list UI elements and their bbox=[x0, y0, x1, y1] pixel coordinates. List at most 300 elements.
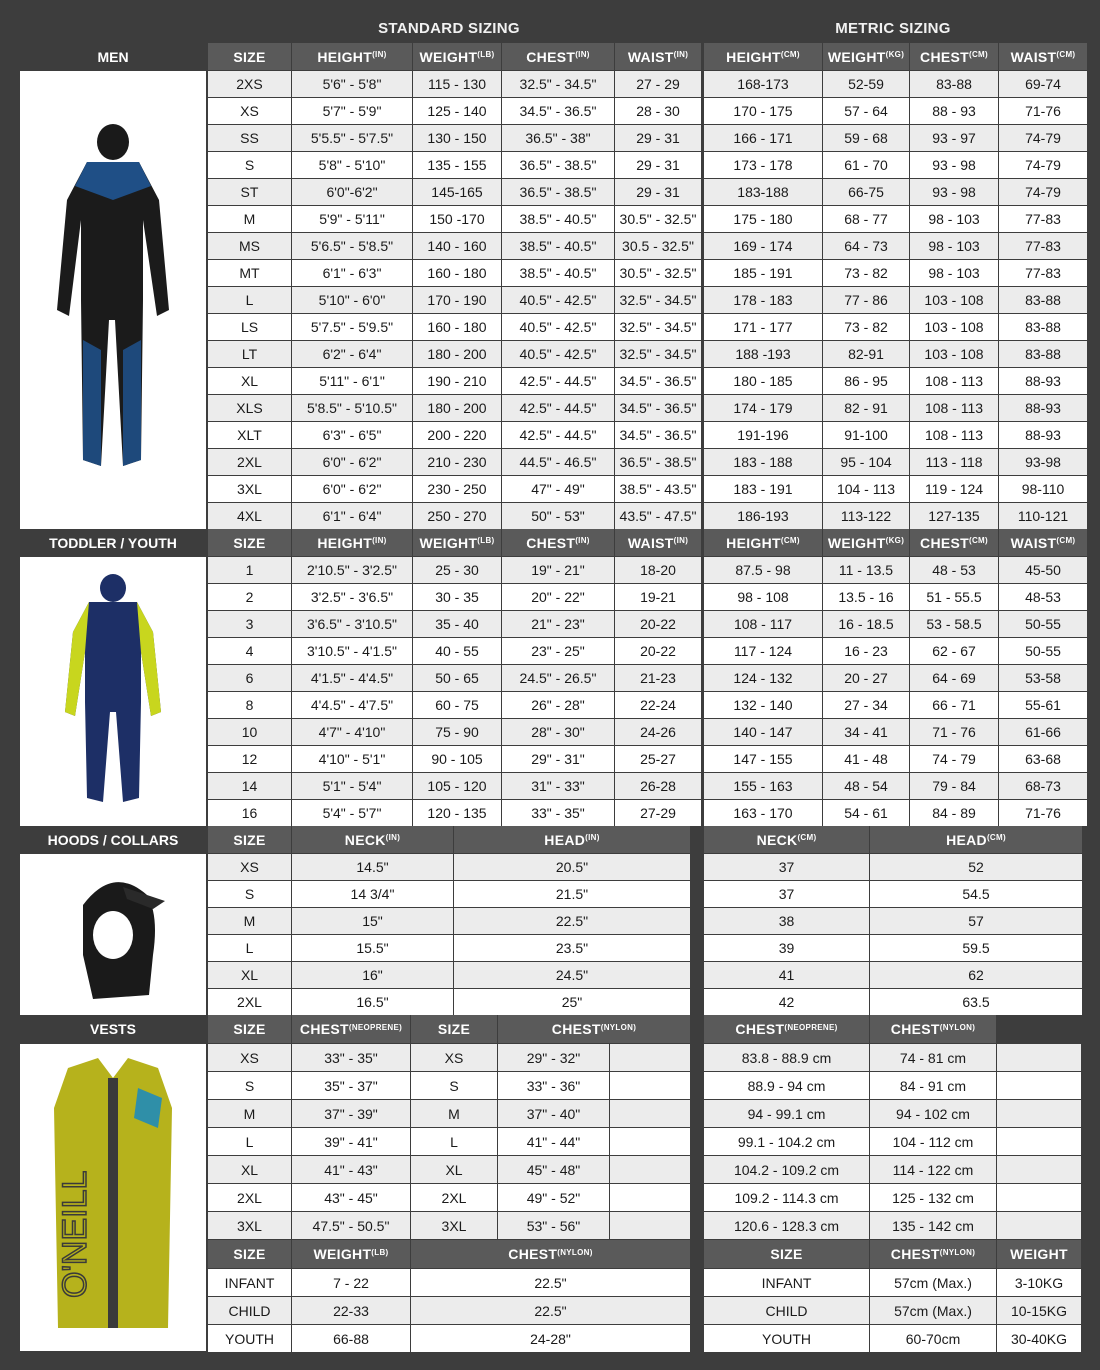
youth-row-8-met-2: 79 - 84 bbox=[910, 773, 998, 799]
men-row-16-std-1: 6'1" - 6'4" bbox=[292, 503, 412, 529]
men-row-5-met-3: 77-83 bbox=[999, 206, 1087, 232]
hoods-std-col-1 bbox=[292, 826, 453, 853]
men-row-9-std-4: 32.5" - 34.5" bbox=[615, 314, 701, 340]
vests-row-1-std-0: S bbox=[208, 1072, 291, 1099]
men-row-8-std-1: 5'10" - 6'0" bbox=[292, 287, 412, 313]
men-row-8-std-4: 32.5" - 34.5" bbox=[615, 287, 701, 313]
youth-row-0-met-2: 48 - 53 bbox=[910, 557, 998, 583]
men-row-15-std-3: 47" - 49" bbox=[502, 476, 614, 502]
men-row-4-met-3: 74-79 bbox=[999, 179, 1087, 205]
vests-row-6-std-3: 53" - 56" bbox=[498, 1212, 609, 1239]
men-row-2-std-0: SS bbox=[208, 125, 291, 151]
youth-row-3-met-2: 62 - 67 bbox=[910, 638, 998, 664]
youth-row-3-met-3: 50-55 bbox=[999, 638, 1087, 664]
youth-row-6-std-4: 24-26 bbox=[615, 719, 701, 745]
vests-sub-row-0-size: INFANT bbox=[208, 1269, 291, 1296]
men-row-9-std-2: 160 - 180 bbox=[413, 314, 501, 340]
youth-std-col-2-label: WEIGHT bbox=[419, 534, 478, 551]
men-row-10-std-4: 32.5" - 34.5" bbox=[615, 341, 701, 367]
youth-row-4-met-1: 20 - 27 bbox=[823, 665, 909, 691]
youth-row-5-std-3: 26" - 28" bbox=[502, 692, 614, 718]
men-std-col-1 bbox=[292, 43, 412, 70]
youth-std-col-4 bbox=[615, 529, 701, 556]
hoods-row-4-std-1: 16" bbox=[292, 962, 453, 988]
men-row-14-met-2: 113 - 118 bbox=[910, 449, 998, 475]
youth-row-6-std-3: 28" - 30" bbox=[502, 719, 614, 745]
youth-std-col-2-unit: (LB) bbox=[477, 536, 495, 545]
hoods-std-col-1-label: NECK bbox=[344, 831, 386, 848]
youth-std-col-4-unit: (IN) bbox=[673, 536, 689, 545]
youth-row-8-std-0: 14 bbox=[208, 773, 291, 799]
men-row-7-std-4: 30.5" - 32.5" bbox=[615, 260, 701, 286]
youth-met-col-1-unit: (KG) bbox=[885, 536, 905, 545]
youth-met-col-0-unit: (CM) bbox=[780, 536, 800, 545]
men-row-8-std-2: 170 - 190 bbox=[413, 287, 501, 313]
men-row-0-met-3: 69-74 bbox=[999, 71, 1087, 97]
vests-row-0-std-1: 33" - 35" bbox=[292, 1044, 410, 1071]
youth-row-5-met-0: 132 - 140 bbox=[704, 692, 822, 718]
vests-std-col-1-unit: (NEOPRENE) bbox=[348, 1022, 403, 1032]
vests-std-col-2 bbox=[411, 1015, 497, 1043]
men-row-2-met-0: 166 - 171 bbox=[704, 125, 822, 151]
vests-row-3-std-2: L bbox=[411, 1128, 497, 1155]
men-row-14-std-1: 6'0" - 6'2" bbox=[292, 449, 412, 475]
men-std-col-3-label: CHEST bbox=[526, 48, 576, 65]
youth-std-col-0-label: SIZE bbox=[233, 534, 266, 551]
hoods-row-4-std-2: 24.5" bbox=[454, 962, 690, 988]
vests-row-1-met-1: 84 - 91 cm bbox=[870, 1072, 996, 1099]
men-row-3-std-3: 36.5" - 38.5" bbox=[502, 152, 614, 178]
vests-product-image bbox=[20, 1044, 206, 1351]
vests-sub-row-1-met-chest: 57cm (Max.) bbox=[870, 1297, 996, 1324]
men-row-10-std-0: LT bbox=[208, 341, 291, 367]
vests-row-6-std-0: 3XL bbox=[208, 1212, 291, 1239]
youth-row-4-std-0: 6 bbox=[208, 665, 291, 691]
hoods-row-4-std-0: XL bbox=[208, 962, 291, 988]
youth-row-2-met-3: 50-55 bbox=[999, 611, 1087, 637]
vests-row-4-std-1: 41" - 43" bbox=[292, 1156, 410, 1183]
vests-sub-std-col-2-unit: (NYLON) bbox=[557, 1247, 593, 1257]
standard-sizing-header: STANDARD SIZING bbox=[208, 14, 690, 42]
men-row-13-met-3: 88-93 bbox=[999, 422, 1087, 448]
men-row-5-met-2: 98 - 103 bbox=[910, 206, 998, 232]
men-row-12-met-3: 88-93 bbox=[999, 395, 1087, 421]
vests-sub-std-col-2-label: CHEST bbox=[508, 1246, 558, 1262]
men-row-16-met-2: 127-135 bbox=[910, 503, 998, 529]
youth-row-1-met-2: 51 - 55.5 bbox=[910, 584, 998, 610]
hoods-row-1-std-2: 21.5" bbox=[454, 881, 690, 907]
youth-met-col-3-unit: (CM) bbox=[1056, 536, 1076, 545]
youth-row-8-met-0: 155 - 163 bbox=[704, 773, 822, 799]
men-row-4-std-2: 145-165 bbox=[413, 179, 501, 205]
metric-sizing-header: METRIC SIZING bbox=[704, 14, 1082, 42]
men-row-11-met-0: 180 - 185 bbox=[704, 368, 822, 394]
hoods-row-5-std-0: 2XL bbox=[208, 989, 291, 1015]
men-row-1-std-2: 125 - 140 bbox=[413, 98, 501, 124]
men-row-9-std-0: LS bbox=[208, 314, 291, 340]
men-row-7-std-2: 160 - 180 bbox=[413, 260, 501, 286]
youth-std-col-3 bbox=[502, 529, 614, 556]
men-row-5-std-3: 38.5" - 40.5" bbox=[502, 206, 614, 232]
youth-met-col-3-label: WAIST bbox=[1010, 534, 1057, 551]
vests-row-3-std-blank bbox=[610, 1128, 690, 1155]
vests-sub-row-0-chest: 22.5" bbox=[411, 1269, 690, 1296]
youth-row-3-std-0: 4 bbox=[208, 638, 291, 664]
men-row-7-met-2: 98 - 103 bbox=[910, 260, 998, 286]
men-row-1-met-0: 170 - 175 bbox=[704, 98, 822, 124]
men-row-13-met-1: 91-100 bbox=[823, 422, 909, 448]
men-row-10-std-1: 6'2" - 6'4" bbox=[292, 341, 412, 367]
vests-row-6-met-0: 120.6 - 128.3 cm bbox=[704, 1212, 869, 1239]
vests-row-2-std-0: M bbox=[208, 1100, 291, 1127]
men-row-6-std-2: 140 - 160 bbox=[413, 233, 501, 259]
men-row-3-std-1: 5'8" - 5'10" bbox=[292, 152, 412, 178]
youth-row-5-met-2: 66 - 71 bbox=[910, 692, 998, 718]
youth-met-col-0 bbox=[704, 529, 822, 556]
vests-row-4-std-blank bbox=[610, 1156, 690, 1183]
vests-row-1-met-blank bbox=[997, 1072, 1081, 1099]
hoods-row-1-met-1: 54.5 bbox=[870, 881, 1082, 907]
vests-sub-row-1-met-weight: 10-15KG bbox=[997, 1297, 1081, 1324]
men-row-0-std-4: 27 - 29 bbox=[615, 71, 701, 97]
men-row-12-met-0: 174 - 179 bbox=[704, 395, 822, 421]
men-row-14-met-3: 93-98 bbox=[999, 449, 1087, 475]
men-row-1-met-3: 71-76 bbox=[999, 98, 1087, 124]
men-row-11-met-1: 86 - 95 bbox=[823, 368, 909, 394]
vests-row-1-std-1: 35" - 37" bbox=[292, 1072, 410, 1099]
vests-std-col-0-label: SIZE bbox=[233, 1021, 266, 1037]
vests-row-2-std-2: M bbox=[411, 1100, 497, 1127]
men-row-12-met-1: 82 - 91 bbox=[823, 395, 909, 421]
vests-row-5-std-blank bbox=[610, 1184, 690, 1211]
men-row-5-met-0: 175 - 180 bbox=[704, 206, 822, 232]
youth-row-2-met-2: 53 - 58.5 bbox=[910, 611, 998, 637]
men-row-9-std-1: 5'7.5" - 5'9.5" bbox=[292, 314, 412, 340]
men-row-6-met-3: 77-83 bbox=[999, 233, 1087, 259]
men-row-9-std-3: 40.5" - 42.5" bbox=[502, 314, 614, 340]
vests-row-2-std-blank bbox=[610, 1100, 690, 1127]
youth-row-8-met-1: 48 - 54 bbox=[823, 773, 909, 799]
vests-row-2-met-1: 94 - 102 cm bbox=[870, 1100, 996, 1127]
men-row-10-met-3: 83-88 bbox=[999, 341, 1087, 367]
youth-row-4-met-2: 64 - 69 bbox=[910, 665, 998, 691]
men-met-col-3 bbox=[999, 43, 1087, 70]
vests-row-2-met-blank bbox=[997, 1100, 1081, 1127]
vests-sub-row-1-met-size: CHILD bbox=[704, 1297, 869, 1324]
vests-row-5-met-blank bbox=[997, 1184, 1081, 1211]
vests-row-2-std-3: 37" - 40" bbox=[498, 1100, 609, 1127]
hoods-row-3-met-0: 39 bbox=[704, 935, 869, 961]
men-row-2-met-2: 93 - 97 bbox=[910, 125, 998, 151]
youth-row-7-std-3: 29" - 31" bbox=[502, 746, 614, 772]
vests-row-0-std-0: XS bbox=[208, 1044, 291, 1071]
youth-std-col-2 bbox=[413, 529, 501, 556]
vests-sub-std-col-0 bbox=[208, 1240, 291, 1268]
vests-sub-row-1-chest: 22.5" bbox=[411, 1297, 690, 1324]
men-row-6-std-1: 5'6.5" - 5'8.5" bbox=[292, 233, 412, 259]
men-row-1-std-3: 34.5" - 36.5" bbox=[502, 98, 614, 124]
hoods-row-2-met-1: 57 bbox=[870, 908, 1082, 934]
men-std-col-2 bbox=[413, 43, 501, 70]
hoods-row-1-met-0: 37 bbox=[704, 881, 869, 907]
men-met-col-0-label: HEIGHT bbox=[726, 48, 781, 65]
youth-row-7-std-2: 90 - 105 bbox=[413, 746, 501, 772]
hoods-row-0-std-2: 20.5" bbox=[454, 854, 690, 880]
men-row-13-std-3: 42.5" - 44.5" bbox=[502, 422, 614, 448]
men-std-col-2-unit: (LB) bbox=[477, 50, 495, 59]
youth-row-3-std-4: 20-22 bbox=[615, 638, 701, 664]
men-row-0-met-2: 83-88 bbox=[910, 71, 998, 97]
youth-std-col-1-unit: (IN) bbox=[372, 536, 387, 545]
youth-std-col-1 bbox=[292, 529, 412, 556]
vests-row-0-met-1: 74 - 81 cm bbox=[870, 1044, 996, 1071]
men-row-12-met-2: 108 - 113 bbox=[910, 395, 998, 421]
men-row-12-std-0: XLS bbox=[208, 395, 291, 421]
men-row-4-std-0: ST bbox=[208, 179, 291, 205]
men-row-16-std-4: 43.5" - 47.5" bbox=[615, 503, 701, 529]
men-row-3-std-2: 135 - 155 bbox=[413, 152, 501, 178]
men-row-11-std-1: 5'11" - 6'1" bbox=[292, 368, 412, 394]
youth-row-7-met-2: 74 - 79 bbox=[910, 746, 998, 772]
vests-row-4-std-2: XL bbox=[411, 1156, 497, 1183]
hood-illustration bbox=[53, 865, 173, 1005]
hoods-row-3-std-0: L bbox=[208, 935, 291, 961]
vests-sub-met-col-1-unit: (NYLON) bbox=[939, 1247, 976, 1257]
vests-row-1-met-0: 88.9 - 94 cm bbox=[704, 1072, 869, 1099]
hoods-std-col-2-label: HEAD bbox=[544, 831, 586, 848]
men-met-col-0 bbox=[704, 43, 822, 70]
youth-row-0-std-2: 25 - 30 bbox=[413, 557, 501, 583]
vests-row-0-met-blank bbox=[997, 1044, 1081, 1071]
vests-row-3-met-1: 104 - 112 cm bbox=[870, 1128, 996, 1155]
youth-row-1-std-3: 20" - 22" bbox=[502, 584, 614, 610]
vest-brand-lettering: O'NEILL bbox=[56, 1170, 94, 1298]
youth-std-col-3-label: CHEST bbox=[526, 534, 576, 551]
men-row-6-std-3: 38.5" - 40.5" bbox=[502, 233, 614, 259]
vests-sub-std-col-0-label: SIZE bbox=[233, 1246, 266, 1262]
vests-met-col-1-unit: (NYLON) bbox=[939, 1022, 976, 1032]
youth-row-9-met-2: 84 - 89 bbox=[910, 800, 998, 826]
youth-met-col-2-unit: (CM) bbox=[968, 536, 988, 545]
men-std-col-2-label: WEIGHT bbox=[419, 48, 478, 65]
men-row-11-std-2: 190 - 210 bbox=[413, 368, 501, 394]
hoods-std-col-1-unit: (IN) bbox=[385, 833, 401, 842]
hoods-row-4-met-1: 62 bbox=[870, 962, 1082, 988]
men-row-11-met-2: 108 - 113 bbox=[910, 368, 998, 394]
men-row-1-std-0: XS bbox=[208, 98, 291, 124]
youth-row-0-std-3: 19" - 21" bbox=[502, 557, 614, 583]
vests-sub-row-0-met-weight: 3-10KG bbox=[997, 1269, 1081, 1296]
youth-std-col-0 bbox=[208, 529, 291, 556]
men-row-0-std-2: 115 - 130 bbox=[413, 71, 501, 97]
vests-row-1-std-blank bbox=[610, 1072, 690, 1099]
vests-std-col-3-unit: (NYLON) bbox=[600, 1022, 637, 1032]
men-row-4-std-1: 6'0"-6'2" bbox=[292, 179, 412, 205]
youth-row-0-std-1: 2'10.5" - 3'2.5" bbox=[292, 557, 412, 583]
vests-row-6-std-2: 3XL bbox=[411, 1212, 497, 1239]
men-row-2-std-4: 29 - 31 bbox=[615, 125, 701, 151]
men-row-6-met-1: 64 - 73 bbox=[823, 233, 909, 259]
hoods-product-image bbox=[20, 854, 206, 1015]
youth-row-7-met-1: 41 - 48 bbox=[823, 746, 909, 772]
vests-row-3-std-1: 39" - 41" bbox=[292, 1128, 410, 1155]
hoods-row-5-met-0: 42 bbox=[704, 989, 869, 1015]
vests-sub-std-col-1-unit: (LB) bbox=[371, 1247, 389, 1257]
youth-row-2-std-2: 35 - 40 bbox=[413, 611, 501, 637]
vests-std-col-3-label: CHEST bbox=[551, 1021, 601, 1037]
hoods-row-0-std-1: 14.5" bbox=[292, 854, 453, 880]
vests-row-3-met-blank bbox=[997, 1128, 1081, 1155]
youth-met-col-2 bbox=[910, 529, 998, 556]
youth-row-5-std-1: 4'4.5" - 4'7.5" bbox=[292, 692, 412, 718]
men-std-col-4-unit: (IN) bbox=[673, 50, 689, 59]
youth-row-4-std-1: 4'1.5" - 4'4.5" bbox=[292, 665, 412, 691]
hoods-row-3-met-1: 59.5 bbox=[870, 935, 1082, 961]
men-row-16-met-0: 186-193 bbox=[704, 503, 822, 529]
youth-row-8-met-3: 68-73 bbox=[999, 773, 1087, 799]
vests-sub-row-2-met-weight: 30-40KG bbox=[997, 1325, 1081, 1352]
men-row-7-std-1: 6'1" - 6'3" bbox=[292, 260, 412, 286]
vests-row-5-met-1: 125 - 132 cm bbox=[870, 1184, 996, 1211]
men-std-col-1-label: HEIGHT bbox=[317, 48, 373, 65]
vests-met-col-0-label: CHEST bbox=[735, 1021, 785, 1037]
men-met-col-3-unit: (CM) bbox=[1056, 50, 1076, 59]
men-row-0-std-0: 2XS bbox=[208, 71, 291, 97]
men-std-col-0-label: SIZE bbox=[233, 48, 266, 65]
youth-met-col-0-label: HEIGHT bbox=[726, 534, 781, 551]
men-row-3-std-4: 29 - 31 bbox=[615, 152, 701, 178]
men-met-col-2 bbox=[910, 43, 998, 70]
men-row-8-std-3: 40.5" - 42.5" bbox=[502, 287, 614, 313]
men-row-13-std-4: 34.5" - 36.5" bbox=[615, 422, 701, 448]
hoods-row-2-met-0: 38 bbox=[704, 908, 869, 934]
youth-row-8-std-1: 5'1" - 5'4" bbox=[292, 773, 412, 799]
vests-section-label: VESTS bbox=[20, 1015, 206, 1043]
hoods-met-col-0 bbox=[704, 826, 869, 853]
men-row-8-met-3: 83-88 bbox=[999, 287, 1087, 313]
vests-row-3-std-3: 41" - 44" bbox=[498, 1128, 609, 1155]
youth-row-5-std-2: 60 - 75 bbox=[413, 692, 501, 718]
men-row-6-met-0: 169 - 174 bbox=[704, 233, 822, 259]
vests-sub-row-0-weight: 7 - 22 bbox=[292, 1269, 410, 1296]
men-met-col-1-label: WEIGHT bbox=[827, 48, 886, 65]
men-row-15-std-1: 6'0" - 6'2" bbox=[292, 476, 412, 502]
men-met-col-3-label: WAIST bbox=[1010, 48, 1057, 65]
youth-row-1-met-1: 13.5 - 16 bbox=[823, 584, 909, 610]
vests-row-0-std-blank bbox=[610, 1044, 690, 1071]
men-row-15-met-1: 104 - 113 bbox=[823, 476, 909, 502]
youth-row-0-std-0: 1 bbox=[208, 557, 291, 583]
men-row-1-std-1: 5'7" - 5'9" bbox=[292, 98, 412, 124]
hoods-std-col-0 bbox=[208, 826, 291, 853]
youth-row-6-met-0: 140 - 147 bbox=[704, 719, 822, 745]
men-row-0-met-0: 168-173 bbox=[704, 71, 822, 97]
men-row-10-std-3: 40.5" - 42.5" bbox=[502, 341, 614, 367]
men-row-12-std-4: 34.5" - 36.5" bbox=[615, 395, 701, 421]
youth-row-2-std-3: 21" - 23" bbox=[502, 611, 614, 637]
men-row-3-met-0: 173 - 178 bbox=[704, 152, 822, 178]
men-row-7-met-3: 77-83 bbox=[999, 260, 1087, 286]
vests-sub-std-col-1 bbox=[292, 1240, 410, 1268]
vests-row-5-std-0: 2XL bbox=[208, 1184, 291, 1211]
youth-std-col-1-label: HEIGHT bbox=[317, 534, 373, 551]
men-row-13-met-0: 191-196 bbox=[704, 422, 822, 448]
youth-row-7-std-4: 25-27 bbox=[615, 746, 701, 772]
men-met-col-2-unit: (CM) bbox=[968, 50, 988, 59]
vests-row-4-met-0: 104.2 - 109.2 cm bbox=[704, 1156, 869, 1183]
men-row-11-std-0: XL bbox=[208, 368, 291, 394]
youth-row-9-std-4: 27-29 bbox=[615, 800, 701, 826]
men-row-0-std-3: 32.5" - 34.5" bbox=[502, 71, 614, 97]
vests-met-col-0 bbox=[704, 1015, 869, 1043]
hoods-met-col-1-unit: (CM) bbox=[986, 833, 1006, 842]
men-row-1-std-4: 28 - 30 bbox=[615, 98, 701, 124]
hoods-met-col-1 bbox=[870, 826, 1082, 853]
youth-row-5-met-3: 55-61 bbox=[999, 692, 1087, 718]
hoods-row-5-std-1: 16.5" bbox=[292, 989, 453, 1015]
vests-row-5-std-1: 43" - 45" bbox=[292, 1184, 410, 1211]
youth-row-1-std-4: 19-21 bbox=[615, 584, 701, 610]
men-row-15-std-4: 38.5" - 43.5" bbox=[615, 476, 701, 502]
men-row-6-std-4: 30.5 - 32.5" bbox=[615, 233, 701, 259]
youth-row-4-std-3: 24.5" - 26.5" bbox=[502, 665, 614, 691]
vests-sub-met-col-0-label: SIZE bbox=[770, 1246, 803, 1262]
youth-row-6-met-3: 61-66 bbox=[999, 719, 1087, 745]
men-row-7-met-0: 185 - 191 bbox=[704, 260, 822, 286]
men-row-10-met-1: 82-91 bbox=[823, 341, 909, 367]
hoods-row-5-met-1: 63.5 bbox=[870, 989, 1082, 1015]
vests-row-6-met-blank bbox=[997, 1212, 1081, 1239]
vests-met-col-0-unit: (NEOPRENE) bbox=[784, 1022, 838, 1032]
youth-row-7-std-0: 12 bbox=[208, 746, 291, 772]
youth-row-2-std-1: 3'6.5" - 3'10.5" bbox=[292, 611, 412, 637]
men-row-16-std-0: 4XL bbox=[208, 503, 291, 529]
men-row-7-std-3: 38.5" - 40.5" bbox=[502, 260, 614, 286]
men-row-5-std-4: 30.5" - 32.5" bbox=[615, 206, 701, 232]
men-row-8-met-2: 103 - 108 bbox=[910, 287, 998, 313]
youth-product-image bbox=[20, 557, 206, 826]
vests-row-6-std-blank bbox=[610, 1212, 690, 1239]
youth-row-4-met-3: 53-58 bbox=[999, 665, 1087, 691]
youth-row-4-std-4: 21-23 bbox=[615, 665, 701, 691]
men-row-13-std-1: 6'3" - 6'5" bbox=[292, 422, 412, 448]
hoods-met-col-0-label: NECK bbox=[756, 831, 798, 848]
hoods-row-2-std-1: 15" bbox=[292, 908, 453, 934]
men-row-11-met-3: 88-93 bbox=[999, 368, 1087, 394]
youth-row-9-std-1: 5'4" - 5'7" bbox=[292, 800, 412, 826]
men-row-8-met-1: 77 - 86 bbox=[823, 287, 909, 313]
men-row-0-std-1: 5'6" - 5'8" bbox=[292, 71, 412, 97]
vests-sub-met-col-1-label: CHEST bbox=[890, 1246, 940, 1262]
men-row-9-met-0: 171 - 177 bbox=[704, 314, 822, 340]
men-row-12-std-3: 42.5" - 44.5" bbox=[502, 395, 614, 421]
youth-row-9-std-3: 33" - 35" bbox=[502, 800, 614, 826]
youth-row-6-std-2: 75 - 90 bbox=[413, 719, 501, 745]
youth-row-9-met-3: 71-76 bbox=[999, 800, 1087, 826]
youth-row-1-std-0: 2 bbox=[208, 584, 291, 610]
men-row-8-std-0: L bbox=[208, 287, 291, 313]
hoods-row-0-met-1: 52 bbox=[870, 854, 1082, 880]
hoods-row-1-std-0: S bbox=[208, 881, 291, 907]
youth-row-0-met-0: 87.5 - 98 bbox=[704, 557, 822, 583]
men-row-10-met-2: 103 - 108 bbox=[910, 341, 998, 367]
vests-sub-row-2-size: YOUTH bbox=[208, 1325, 291, 1352]
men-row-11-std-4: 34.5" - 36.5" bbox=[615, 368, 701, 394]
men-row-10-std-2: 180 - 200 bbox=[413, 341, 501, 367]
youth-wetsuit-illustration bbox=[53, 572, 173, 812]
vests-sub-row-2-met-size: YOUTH bbox=[704, 1325, 869, 1352]
men-row-13-std-0: XLT bbox=[208, 422, 291, 448]
